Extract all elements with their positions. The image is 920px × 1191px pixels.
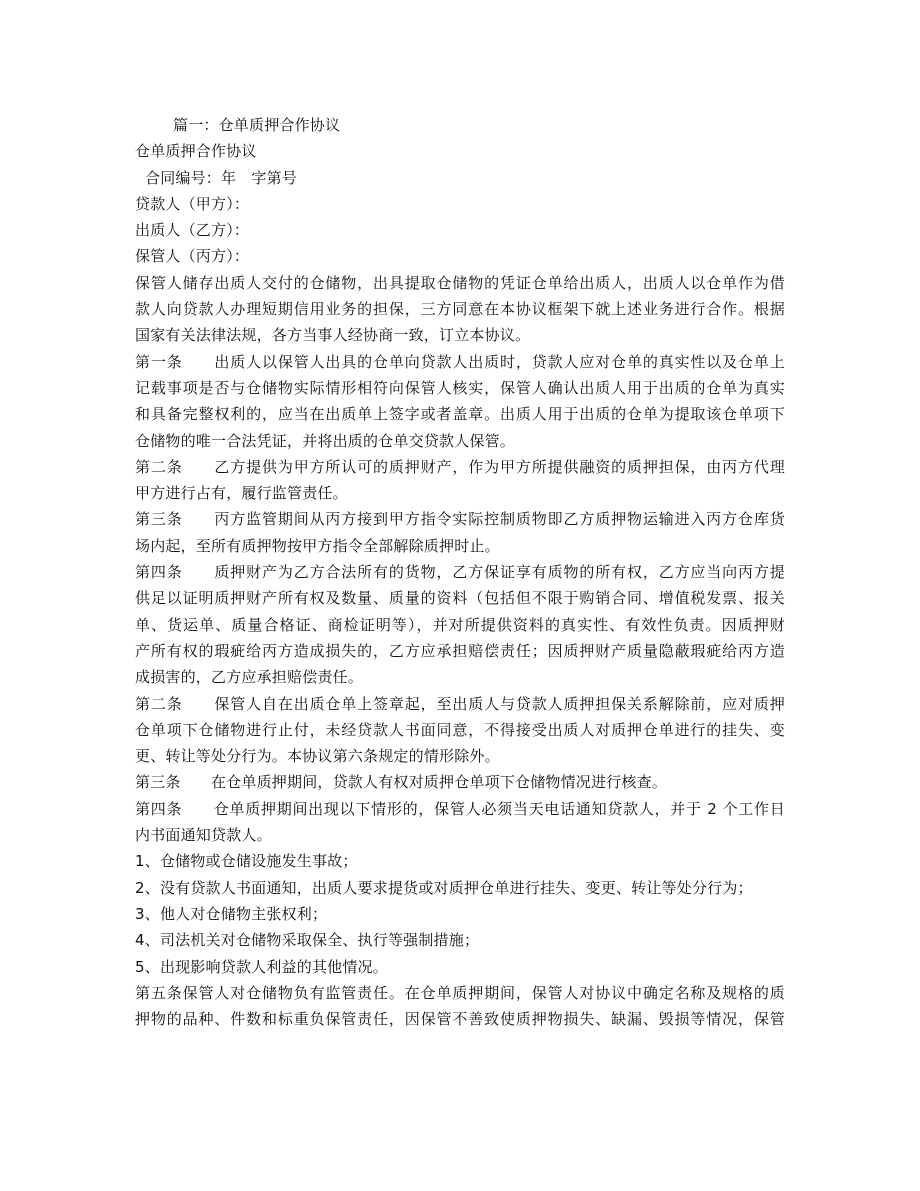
- list-item: 1、仓储物或仓储设施发生事故；: [135, 852, 358, 871]
- list-item: 5、出现影响贷款人利益的其他情况。: [135, 957, 388, 976]
- body-line: 第三条 在仓单质押期间，贷款人有权对质押仓单项下仓储物情况进行核查。: [135, 773, 668, 792]
- lender-party: 贷款人（甲方）：: [135, 194, 250, 213]
- body-line: 甲方进行占有，履行监管责任。: [135, 484, 348, 503]
- list-item: 2、没有贷款人书面通知，出质人要求提货或对质押仓单进行挂失、变更、转让等处分行为；: [135, 878, 753, 897]
- document-body: [135, 112, 785, 1032]
- body-line: 场内起，至所有质押物按甲方指令全部解除质押时止。: [135, 536, 500, 555]
- body-line: 仓储物的唯一合法凭证，并将出质的仓单交贷款人保管。: [135, 431, 516, 450]
- agreement-title: 仓单质押合作协议: [135, 142, 257, 161]
- body-line: 款人向贷款人办理短期信用业务的担保，三方同意在本协议框架下就上述业务进行合作。根据: [135, 300, 785, 319]
- body-line: 第二条 保管人自在出质仓单上签章起，至出质人与贷款人质押担保关系解除前，应对质押: [135, 694, 785, 713]
- body-line: 第二条 乙方提供为甲方所认可的质押财产，作为甲方所提供融资的质押担保，由丙方代理: [135, 457, 785, 476]
- contract-number: 合同编号：年 字第号: [145, 168, 298, 187]
- list-item: 3、他人对仓储物主张权利；: [135, 904, 328, 923]
- body-line: 仓单项下仓储物进行止付，未经贷款人书面同意，不得接受出质人对质押仓单进行的挂失、变: [135, 720, 785, 739]
- body-line: 更、转让等处分行为。本协议第六条规定的情形除外。: [135, 747, 500, 766]
- custodian-party: 保管人（丙方）：: [135, 247, 250, 266]
- pledger-party: 出质人（乙方）：: [135, 221, 250, 240]
- body-line: 内书面通知贷款人。: [135, 826, 272, 845]
- body-line: 国家有关法律法规，各方当事人经协商一致，订立本协议。: [135, 326, 531, 345]
- document-heading: 篇一：仓单质押合作协议: [173, 116, 341, 134]
- list-item: 4、司法机关对仓储物采取保全、执行等强制措施；: [135, 931, 480, 950]
- body-line: 第四条 仓单质押期间出现以下情形的，保管人必须当天电话通知贷款人，并于 2 个工作日: [135, 799, 785, 818]
- body-line: 和具备完整权利的，应当在出质单上签字或者盖章。出质人用于出质的仓单为提取该仓单项下: [135, 405, 785, 424]
- body-line: 第三条 丙方监管期间从丙方接到甲方指令实际控制质物即乙方质押物运输进入丙方仓库货: [135, 510, 785, 529]
- body-line: 记载事项是否与仓储物实际情形相符向保管人核实，保管人确认出质人用于出质的仓单为真实: [135, 378, 785, 397]
- body-line: 成损害的，乙方应承担赔偿责任。: [135, 668, 364, 687]
- body-line: 第一条 出质人以保管人出具的仓单向贷款人出质时，贷款人应对仓单的真实性以及仓单上: [135, 352, 785, 371]
- body-line: 第四条 质押财产为乙方合法所有的货物，乙方保证享有质物的所有权，乙方应当向丙方提: [135, 563, 785, 582]
- body-line: 单、货运单、质量合格证、商检证明等），并对所提供资料的真实性、有效性负责。因质押财: [135, 615, 785, 634]
- body-line: 押物的品种、件数和标重负保管责任，因保管不善致使质押物损失、缺漏、毁损等情况，保管: [135, 1010, 785, 1029]
- body-line: 产所有权的瑕疵给丙方造成损失的，乙方应承担赔偿责任；因质押财产质量隐蔽瑕疵给丙方造: [135, 641, 785, 660]
- body-line: 保管人储存出质人交付的仓储物，出具提取仓储物的凭证仓单给出质人，出质人以仓单作为借: [135, 273, 785, 292]
- body-line: 第五条保管人对仓储物负有监管责任。在仓单质押期间，保管人对协议中确定名称及规格的质: [135, 983, 785, 1002]
- body-line: 供足以证明质押财产所有权及数量、质量的资料（包括但不限于购销合同、增值税发票、报关: [135, 589, 785, 608]
